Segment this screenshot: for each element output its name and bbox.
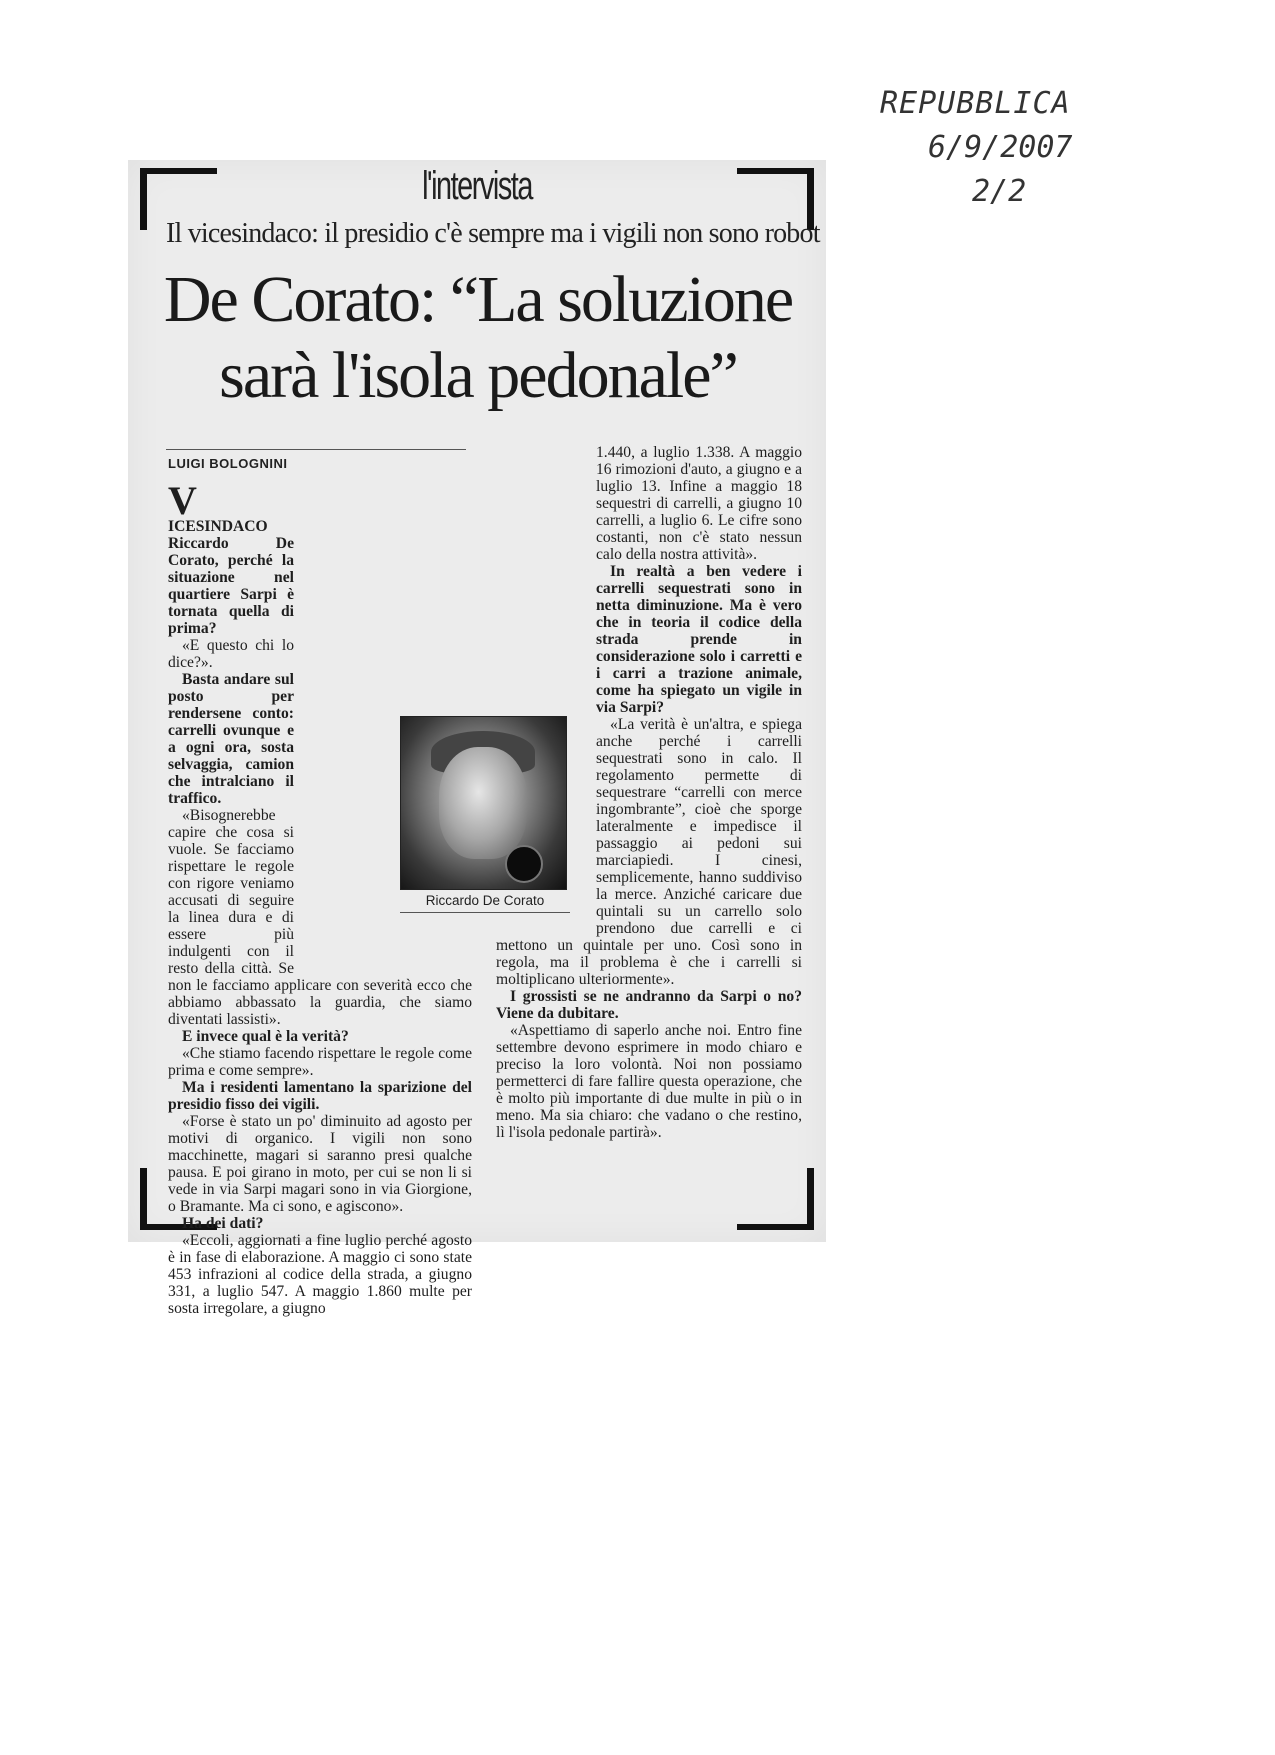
microphone-icon xyxy=(505,845,543,883)
lead-word: ICESINDACO xyxy=(168,518,268,535)
newspaper-clipping xyxy=(128,160,826,1317)
paragraph-question: E invece qual è la verità? xyxy=(182,1028,349,1045)
portrait-photo xyxy=(400,716,567,890)
paragraph: «Eccoli, aggiornati a fine luglio perché agosto è in fase di elaborazione. A maggio ci sono state 453 infrazioni al codice della strada, a giugno 331, a luglio 547. A maggio 1.860 multe per sosta irregolare, a giugno xyxy=(168,1232,472,1317)
paragraph-question: Ha dei dati? xyxy=(182,1215,264,1232)
caption-rule xyxy=(400,912,570,913)
paragraph: «E questo chi lo dice?». xyxy=(168,637,294,671)
byline-rule xyxy=(166,449,466,450)
corner-bracket-bottom-right xyxy=(737,1168,814,1230)
byline: LUIGI BOLOGNINI xyxy=(168,456,288,471)
headline xyxy=(148,262,808,414)
paragraph-question: Ma i residenti lamentano la sparizione del presidio fisso dei vigili. xyxy=(168,1079,472,1113)
paragraph-question: Basta andare sul posto per rendersene conto: carrelli ovunque e a ogni ora, sosta selvaggia, camion che intralciano il traffico. xyxy=(168,671,294,807)
photo-caption: Riccardo De Corato xyxy=(425,893,545,908)
handnote-source: REPUBBLICA xyxy=(880,86,1071,121)
headline-line-1: De Corato: “La soluzione xyxy=(163,263,793,336)
section-label: l'intervista xyxy=(422,164,532,208)
paragraph: «Aspettiamo di saperlo anche noi. Entro fine settembre devono esprimere in modo chiaro e preciso la loro volontà. Noi non possiamo permetterci di fare fallire questa operazione, che è molto più importante di due multe in più o in meno. Ma sia chiaro: che vadano o che restino, lì l'isola pedonale partirà». xyxy=(496,1022,802,1141)
paragraph-question: I grossisti se ne andranno da Sarpi o no? Viene da dubitare. xyxy=(496,988,802,1022)
paragraph-question: In realtà a ben vedere i carrelli sequestrati sono in netta diminuzione. Ma è vero che in teoria il codice della strada prende in considerazione solo i carretti e i carri a trazione animale, come ha spiegato un vigile in via Sarpi? xyxy=(596,563,802,716)
drop-cap: V xyxy=(168,478,197,523)
paragraph: «Che stiamo facendo rispettare le regole come prima e come sempre». xyxy=(168,1045,472,1079)
photo-face xyxy=(439,747,527,859)
headline-line-2: sarà l'isola pedonale” xyxy=(219,339,737,412)
handnote-date: 6/9/2007 xyxy=(928,130,1073,165)
handnote-page: 2/2 xyxy=(972,174,1027,209)
kicker: Il vicesindaco: il presidio c'è sempre ma i vigili non sono robot xyxy=(166,218,820,249)
paragraph: «Bisognerebbe capire che cosa si vuole. Se facciamo rispettare le regole con rigore veniamo accusati di seguire la linea dura e di essere più indulgenti con il resto della città. Se non le facciamo applicare con severità ecco che abbiamo abbassato la guardia, che siamo diventati lassisti». xyxy=(168,807,472,1028)
paragraph-lead: V ICESINDACO Riccardo De Corato, perché la situazione nel quartiere Sarpi è tornata quella di prima? xyxy=(168,478,294,637)
paragraph: «Forse è stato un po' diminuito ad agosto per motivi di organico. I vigili non sono macchinette, magari si saranno presi qualche pausa. E poi girano in moto, per cui se non li si vede in via Sarpi magari sono in via Giorgione, o Bramante. Ma ci sono, e agiscono». xyxy=(168,1113,472,1215)
paragraph-continued: 1.440, a luglio 1.338. A maggio 16 rimozioni d'auto, a giugno e a luglio 13. Infine a maggio 18 sequestri di carrelli, a giugno 10 carrelli, a luglio 6. Le cifre sono costanti, non c'è stato nessun calo della nostra attività». xyxy=(596,444,802,563)
handwritten-note xyxy=(880,82,1120,214)
paragraph: «La verità è un'altra, e spiega anche perché i carrelli sequestrati sono in calo. Il regolamento permette di sequestrare “carrelli con merce ingombrante”, cioè che sporge lateralmente e impedisce il passaggio ai pedoni sui marciapiedi. I cinesi, semplicemente, hanno suddiviso la merce. Anziché caricare due quintali su un carrello solo prendono due carrelli e ci mettono un quintale per uno. Così sono in regola, ma il problema è che i carrelli si moltiplicano ulteriormente». xyxy=(496,716,802,988)
